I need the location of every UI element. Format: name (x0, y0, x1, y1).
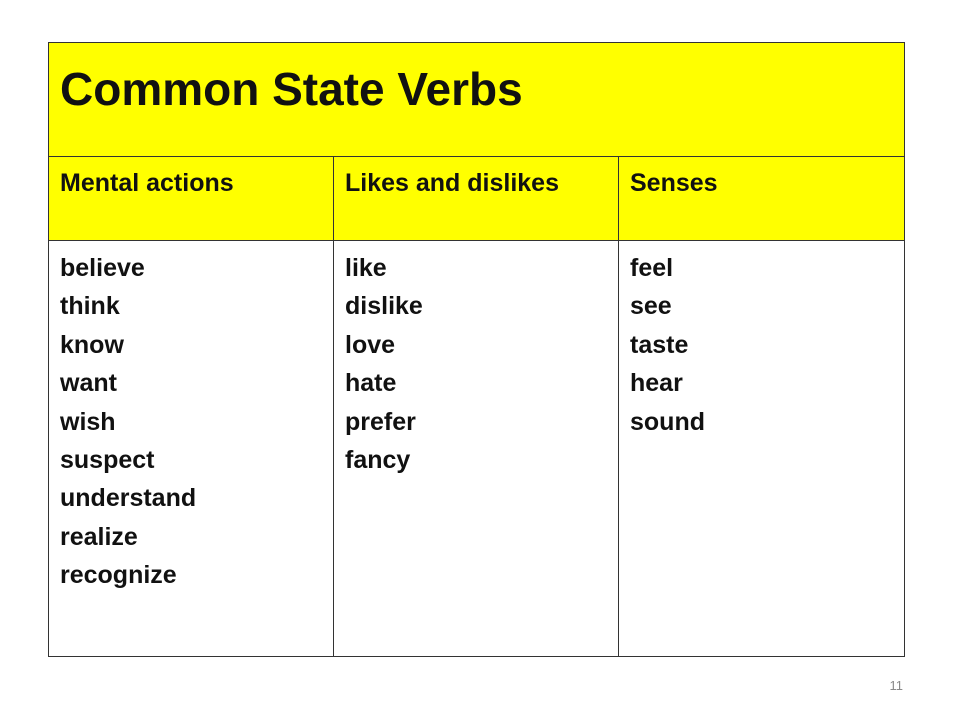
verb-item: hate (345, 369, 397, 398)
verb-item: understand (60, 484, 197, 513)
verb-item: love (345, 330, 396, 359)
verb-item: see (630, 292, 672, 321)
state-verbs-table (48, 42, 905, 657)
column-header-mental-actions: Mental actions (60, 169, 234, 197)
title-row (49, 43, 905, 157)
verb-item: think (60, 292, 120, 321)
column-header-cell-mental (49, 157, 334, 241)
verb-item: like (345, 254, 387, 282)
senses-cell (619, 241, 905, 657)
verb-item: fancy (345, 445, 411, 474)
verb-item: recognize (60, 561, 177, 590)
verb-item: wish (60, 407, 116, 436)
column-header-likes-and-dislikes: Likes and dislikes (345, 169, 559, 197)
verb-item: know (60, 330, 124, 359)
header-row (49, 157, 905, 241)
mental-actions-list (60, 241, 333, 595)
page-number: 11 (889, 678, 903, 693)
verbs-row (49, 241, 905, 657)
verb-item: realize (60, 522, 138, 551)
verb-item: suspect (60, 445, 155, 474)
verb-item: hear (630, 369, 683, 398)
verb-item: dislike (345, 292, 423, 321)
column-header-cell-likes (334, 157, 619, 241)
verb-item: sound (630, 407, 705, 436)
verb-item: believe (60, 254, 145, 282)
column-header-senses: Senses (630, 169, 718, 197)
verb-item: want (60, 369, 117, 398)
column-header-cell-senses (619, 157, 905, 241)
verb-item: feel (630, 254, 674, 282)
likes-and-dislikes-list (345, 241, 618, 479)
verb-item: prefer (345, 407, 416, 436)
likes-and-dislikes-cell (334, 241, 619, 657)
verb-item: taste (630, 330, 689, 359)
senses-list (630, 241, 904, 441)
mental-actions-cell (49, 241, 334, 657)
slide-title: Common State Verbs (60, 63, 523, 115)
title-cell (49, 43, 905, 157)
